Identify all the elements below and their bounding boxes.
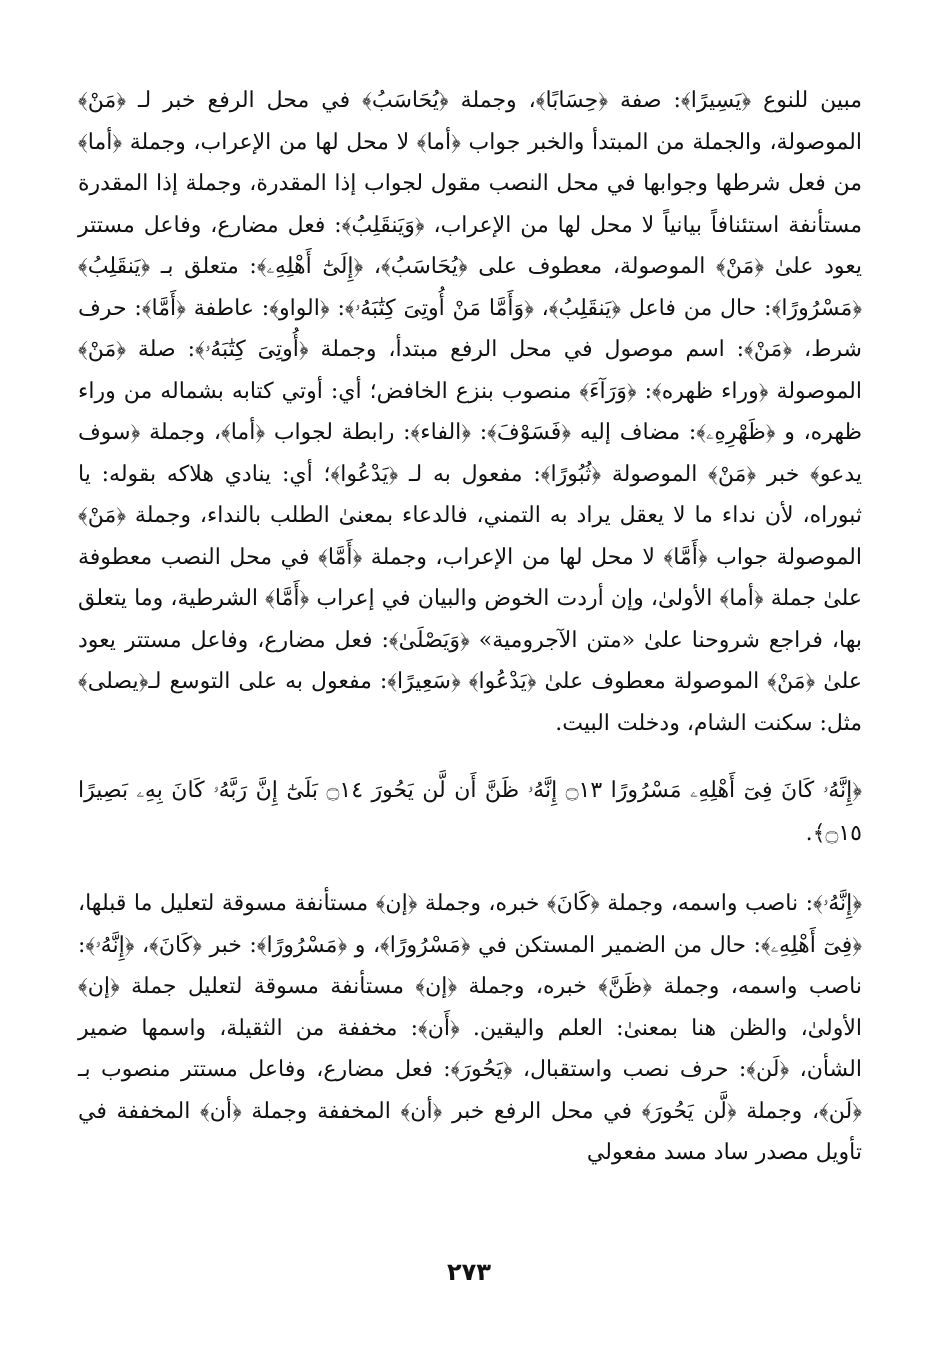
page-number: ٢٧٣ xyxy=(447,1258,491,1286)
paragraph-1: مبين للنوع ﴿يَسِيرًا﴾: صفة ﴿حِسَابًا﴾، وجملة ﴿يُحَاسَبُ﴾ في محل الرفع خبر لـ ﴿مَنْ﴾ الموصولة، والجملة من المبتدأ والخبر جواب ﴿أما﴾ لا محل لها من الإعراب، وجملة ﴿أما﴾ من فعل شرطها وجوابها في محل النصب مقول لجواب إذا المقدرة، وجملة إذا المقدرة مستأنفة استئنافاً بيانياً لا محل لها من الإعراب، ﴿وَيَنقَلِبُ﴾: فعل مضارع، وفاعل مستتر يعود علىٰ ﴿مَنْ﴾ الموصولة، معطوف على ﴿يُحَاسَبُ﴾، ﴿إِلَىٰٓ أَهْلِهِۦ﴾: متعلق بـ ﴿يَنقَلِبُ﴾ ﴿مَسْرُورًا﴾: حال من فاعل ﴿يَنقَلِبُ﴾، ﴿وَأَمَّا مَنْ أُوتِىَ كِتَٰبَهُۥ﴾: ﴿الواو﴾: عاطفة ﴿أَمَّا﴾: حرف شرط، ﴿مَنْ﴾: اسم موصول في محل الرفع مبتدأ، وجملة ﴿أُوتِىَ كِتَٰبَهُۥ﴾: صلة ﴿مَنْ﴾ الموصولة ﴿وراء ظهره﴾: ﴿وَرَآءَ﴾ منصوب بنزع الخافض؛ أي: أوتي كتابه بشماله من وراء ظهره، و ﴿ظَهْرِهِۦ﴾: مضاف إليه ﴿فَسَوْفَ﴾: ﴿الفاء﴾: رابطة لجواب ﴿أما﴾، وجملة ﴿سوف يدعو﴾ خبر ﴿مَنْ﴾ الموصولة ﴿ثُبُورًا﴾: مفعول به لـ ﴿يَدْعُوا﴾؛ أي: ينادي هلاكه بقوله: يا ثبوراه، لأن نداء ما لا يعقل يراد به التمني، فالدعاء بمعنىٰ الطلب بالنداء، وجملة ﴿مَنْ﴾ الموصولة جواب ﴿أَمَّا﴾ لا محل لها من الإعراب، وجملة ﴿أَمَّا﴾ في محل النصب معطوفة علىٰ جملة ﴿أما﴾ الأولىٰ، وإن أردت الخوض والبيان في إعراب ﴿أَمَّا﴾ الشرطية، وما يتعلق بها، فراجع شروحنا علىٰ «متن الآجرومية» ﴿وَيَصْلَىٰ﴾: فعل مضارع، وفاعل مستتر يعود علىٰ ﴿مَنْ﴾ الموصولة معطوف علىٰ ﴿يَدْعُوا﴾ ﴿سَعِيرًا﴾: مفعول به على التوسع لـ﴿يصلى﴾ مثل: سكنت الشام، ودخلت البيت. xyxy=(78,88,862,736)
paragraph-2: ﴿إِنَّهُۥ﴾: ناصب واسمه، وجملة ﴿كَانَ﴾ خبره، وجملة ﴿إن﴾ مستأنفة مسوقة لتعليل ما قبلها، ﴿فِىٓ أَهْلِهِۦ﴾: حال من الضمير المستكن في ﴿مَسْرُورًا﴾، و ﴿مَسْرُورًا﴾: خبر ﴿كَانَ﴾، ﴿إِنَّهُۥ﴾: ناصب واسمه، وجملة ﴿ظَنَّ﴾ خبره، وجملة ﴿إن﴾ مستأنفة مسوقة لتعليل جملة ﴿إن﴾ الأولىٰ، والظن هنا بمعنىٰ: العلم واليقين. ﴿أَن﴾: مخففة من الثقيلة، واسمها ضمير الشأن، ﴿لَن﴾: حرف نصب واستقبال، ﴿يَحُورَ﴾: فعل مضارع، وفاعل مستتر منصوب بـ ﴿لَن﴾، وجملة ﴿لَّن يَحُورَ﴾ في محل الرفع خبر ﴿أن﴾ المخففة وجملة ﴿أن﴾ المخففة في تأويل مصدر ساد مسد مفعولي xyxy=(78,891,862,1165)
quran-verse: ﴿إِنَّهُۥ كَانَ فِىٓ أَهْلِهِۦ مَسْرُورًا ۝١٣ إِنَّهُۥ ظَنَّ أَن لَّن يَحُورَ ۝١٤ بَلَىٰٓ إِنَّ رَبَّهُۥ كَانَ بِهِۦ بَصِيرًا ۝١٥﴾. xyxy=(78,778,863,846)
page-body xyxy=(78,80,862,1174)
